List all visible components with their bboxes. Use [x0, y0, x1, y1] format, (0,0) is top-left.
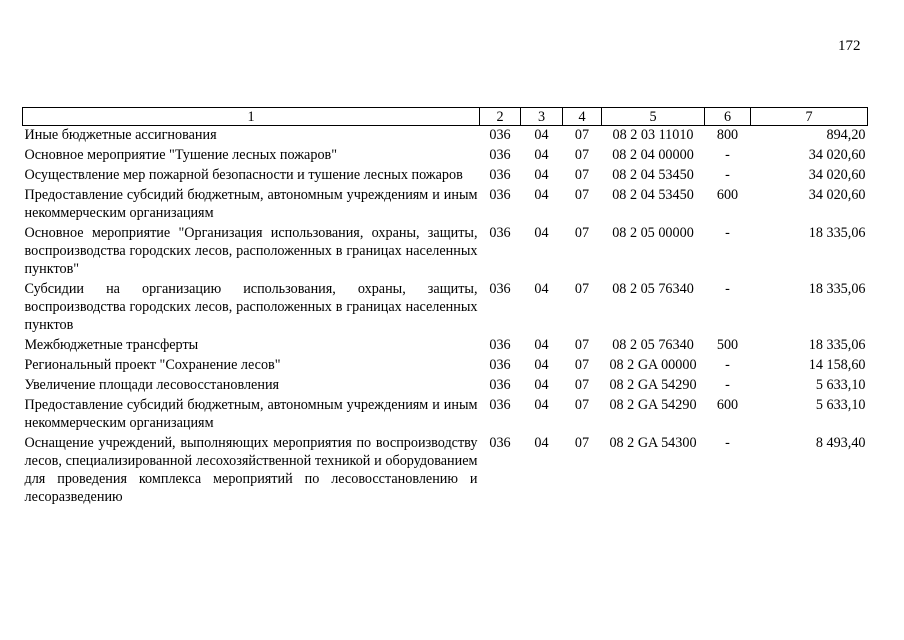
table-row — [23, 396, 868, 434]
row-section: 04 — [534, 397, 549, 413]
row-expense-type: 500 — [716, 337, 739, 353]
row-code: 036 — [489, 147, 511, 163]
row-expense-type: - — [725, 377, 730, 393]
table-row — [23, 434, 868, 508]
row-code: 036 — [489, 187, 511, 203]
row-subsection: 07 — [574, 357, 590, 373]
row-article: 08 2 04 53450 — [612, 187, 694, 203]
row-expense-type: - — [725, 225, 730, 241]
row-sum: 5 633,10 — [815, 377, 866, 393]
row-section: 04 — [534, 127, 549, 143]
table-row — [23, 280, 868, 336]
col-header: 7 — [751, 108, 868, 126]
row-code: 036 — [489, 357, 511, 373]
row-subsection: 07 — [574, 435, 590, 451]
row-code: 036 — [489, 167, 511, 183]
row-name: Увеличение площади лесовосстановления — [24, 377, 280, 393]
row-subsection: 07 — [574, 281, 590, 297]
row-subsection: 07 — [574, 147, 590, 163]
row-name: Осуществление мер пожарной безопасности и тушение лесных пожаров — [24, 167, 463, 183]
row-name: Основное мероприятие "Организация использования, охраны, защиты, воспроизводства городских лесов, расположенных в границах населенных пунктов" — [24, 225, 478, 277]
row-code: 036 — [489, 435, 511, 451]
row-subsection: 07 — [574, 127, 590, 143]
row-name: Межбюджетные трансферты — [24, 337, 199, 353]
row-expense-type: - — [725, 435, 730, 451]
row-subsection: 07 — [574, 187, 590, 203]
row-expense-type: - — [725, 357, 730, 373]
table-row — [23, 146, 868, 166]
row-expense-type: - — [725, 281, 730, 297]
row-section: 04 — [534, 435, 549, 451]
row-article: 08 2 04 53450 — [612, 167, 694, 183]
row-sum: 18 335,06 — [808, 281, 866, 297]
row-section: 04 — [534, 225, 549, 241]
table-row — [23, 336, 868, 356]
table-row — [23, 376, 868, 396]
row-sum: 8 493,40 — [815, 435, 866, 451]
row-name: Субсидии на организацию использования, охраны, защиты, воспроизводства городских лесов, расположенных в границах населенных пунктов — [24, 281, 478, 333]
col-header: 6 — [705, 108, 751, 126]
col-header: 1 — [23, 108, 480, 126]
row-article: 08 2 GA 54290 — [609, 397, 697, 413]
row-code: 036 — [489, 225, 511, 241]
col-header: 4 — [563, 108, 602, 126]
row-section: 04 — [534, 281, 549, 297]
row-article: 08 2 GA 54290 — [609, 377, 697, 393]
row-subsection: 07 — [574, 397, 590, 413]
row-name: Оснащение учреждений, выполняющих мероприятия по воспроизводству лесов, специализированной лесохозяйственной техникой и оборудованием для проведения комплекса мероприятий по лесовосстановлению и лесоразведению — [24, 435, 478, 505]
row-subsection: 07 — [574, 377, 590, 393]
col-header: 5 — [602, 108, 705, 126]
row-expense-type: 600 — [716, 397, 739, 413]
row-article: 08 2 03 11010 — [612, 127, 694, 143]
row-code: 036 — [489, 337, 511, 353]
row-name: Региональный проект "Сохранение лесов" — [24, 357, 281, 373]
row-name: Основное мероприятие "Тушение лесных пожаров" — [24, 147, 338, 163]
row-section: 04 — [534, 357, 549, 373]
col-header: 3 — [521, 108, 563, 126]
row-sum: 14 158,60 — [808, 357, 866, 373]
row-expense-type: 800 — [716, 127, 739, 143]
row-section: 04 — [534, 147, 549, 163]
row-expense-type: - — [725, 147, 730, 163]
row-section: 04 — [534, 187, 549, 203]
table-row — [23, 126, 868, 147]
row-subsection: 07 — [574, 167, 590, 183]
row-expense-type: - — [725, 167, 730, 183]
row-section: 04 — [534, 167, 549, 183]
row-article: 08 2 05 76340 — [612, 281, 694, 297]
row-code: 036 — [489, 127, 511, 143]
row-code: 036 — [489, 281, 511, 297]
row-name: Предоставление субсидий бюджетным, автономным учреждениям и иным некоммерческим организациям — [24, 397, 478, 431]
row-sum: 5 633,10 — [815, 397, 866, 413]
row-subsection: 07 — [574, 225, 590, 241]
row-name: Предоставление субсидий бюджетным, автономным учреждениям и иным некоммерческим организациям — [24, 187, 478, 221]
table-row — [23, 166, 868, 186]
row-sum: 18 335,06 — [808, 337, 866, 353]
row-sum: 34 020,60 — [808, 167, 866, 183]
header-row — [23, 108, 868, 126]
row-article: 08 2 GA 00000 — [609, 357, 697, 373]
row-section: 04 — [534, 377, 549, 393]
row-section: 04 — [534, 337, 549, 353]
row-expense-type: 600 — [716, 187, 739, 203]
row-sum: 18 335,06 — [808, 225, 866, 241]
page-number: 172 — [838, 38, 861, 54]
row-sum: 34 020,60 — [808, 187, 866, 203]
row-article: 08 2 05 76340 — [612, 337, 694, 353]
row-name: Иные бюджетные ассигнования — [24, 127, 217, 143]
row-sum: 894,20 — [826, 127, 866, 143]
row-code: 036 — [489, 397, 511, 413]
table-row — [23, 224, 868, 280]
row-article: 08 2 05 00000 — [612, 225, 694, 241]
col-header: 2 — [480, 108, 521, 126]
table-row — [23, 356, 868, 376]
table-row — [23, 186, 868, 224]
row-code: 036 — [489, 377, 511, 393]
row-article: 08 2 GA 54300 — [609, 435, 697, 451]
budget-table — [22, 107, 868, 508]
row-article: 08 2 04 00000 — [612, 147, 694, 163]
row-subsection: 07 — [574, 337, 590, 353]
row-sum: 34 020,60 — [808, 147, 866, 163]
